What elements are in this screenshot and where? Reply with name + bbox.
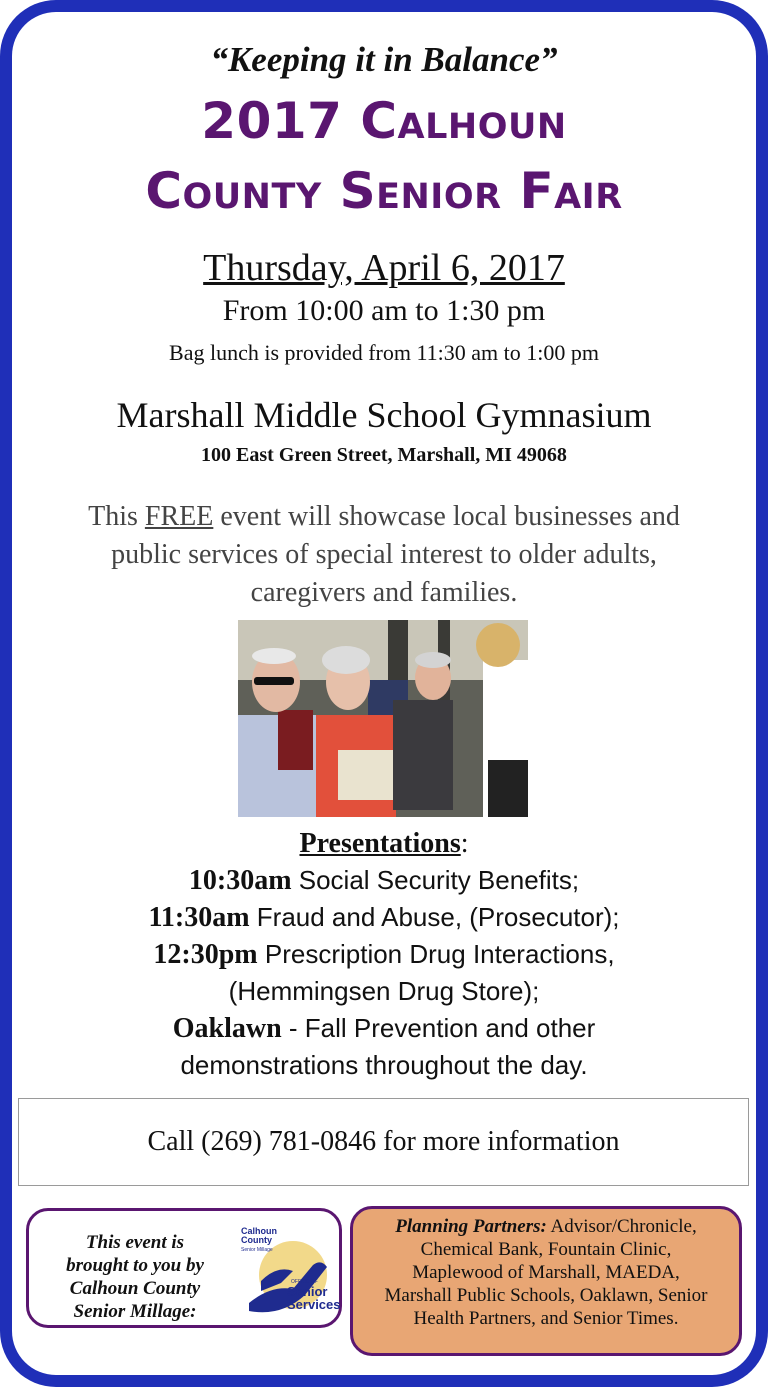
desc-free: FREE [144, 501, 214, 532]
event-description [60, 498, 708, 612]
partners-line: Maplewood of Marshall, MAEDA, [412, 1262, 680, 1283]
sponsor-line: Senior Millage: [73, 1301, 197, 1322]
partners-line: Marshall Public Schools, Oaklawn, Senior [384, 1285, 708, 1306]
sponsor-line: Calhoun County [69, 1278, 201, 1299]
sponsor-line: This event is [85, 1232, 185, 1253]
logo-main-text [287, 1285, 341, 1311]
presentations-list [0, 862, 768, 1084]
partners-label: Planning Partners: [395, 1216, 547, 1237]
logo-main-services: Services [287, 1297, 341, 1312]
presentation-item [0, 936, 768, 973]
presentation-item [0, 1047, 768, 1084]
desc-post: event will showcase local businesses and public services of special interest to older adults, caregivers and families. [111, 501, 680, 608]
presentation-text: Social Security Benefits; [291, 865, 580, 895]
presentation-time: Oaklawn [172, 1013, 282, 1044]
contact-box [18, 1098, 749, 1186]
presentation-item [0, 1010, 768, 1047]
presentation-text: (Hemmingsen Drug Store); [228, 976, 540, 1006]
contact-phone-text: Call (269) 781-0846 for more information [147, 1126, 620, 1157]
presentations-title: Presentations [299, 828, 461, 859]
desc-pre: This [88, 501, 145, 532]
presentation-time: 11:30am [148, 902, 250, 933]
venue-address: 100 East Green Street, Marshall, MI 49068 [201, 444, 567, 466]
senior-services-logo [241, 1225, 341, 1317]
presentation-item [0, 899, 768, 936]
sponsor-box [26, 1208, 342, 1328]
logo-office-text: OFFICE OF [291, 1279, 318, 1285]
partners-line: Chemical Bank, Fountain Clinic, [420, 1239, 672, 1260]
event-time: From 10:00 am to 1:30 pm [222, 294, 546, 327]
presentation-time: 12:30pm [153, 939, 258, 970]
presentation-time: 10:30am [188, 865, 292, 896]
presentation-item [0, 862, 768, 899]
sponsor-line: brought to you by [66, 1255, 204, 1276]
partners-text: Advisor/Chronicle, [546, 1216, 697, 1237]
tagline: “Keeping it in Balance” [210, 40, 558, 79]
presentation-text: demonstrations throughout the day. [180, 1050, 588, 1080]
sponsor-text [35, 1231, 235, 1323]
logo-top-text: Calhoun County [241, 1226, 277, 1245]
presentation-item [0, 973, 768, 1010]
venue-name: Marshall Middle School Gymnasium [116, 395, 652, 435]
presentations-colon: : [460, 828, 469, 859]
presentation-text: - Fall Prevention and other [281, 1013, 596, 1043]
presentation-text: Prescription Drug Interactions, [257, 939, 615, 969]
lunch-note: Bag lunch is provided from 11:30 am to 1:00 pm [169, 340, 599, 365]
title-line-1: 2017 Calhoun [201, 92, 567, 150]
partners-line [353, 1215, 739, 1238]
logo-sub-text: Senior Millage [241, 1247, 273, 1253]
partners-line: Health Partners, and Senior Times. [413, 1308, 679, 1329]
planning-partners-box [350, 1206, 742, 1356]
event-date: Thursday, April 6, 2017 [203, 247, 565, 289]
presentations-heading [0, 826, 768, 862]
seniors-photo [238, 620, 528, 817]
presentation-text: Fraud and Abuse, (Prosecutor); [249, 902, 620, 932]
title-line-2: County Senior Fair [145, 162, 623, 220]
logo-main-senior: Senior [287, 1284, 328, 1299]
